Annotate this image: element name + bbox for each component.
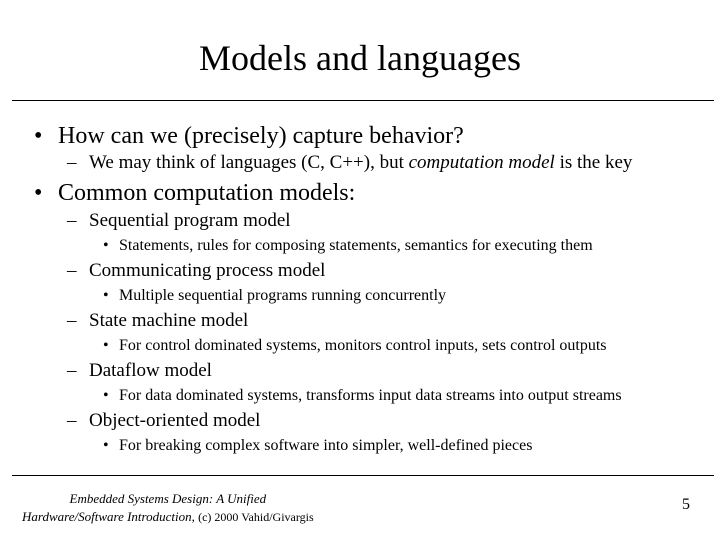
bullet-text: Common computation models: — [58, 180, 356, 206]
footer-book-line2 — [22, 508, 314, 526]
bullet-text: Object-oriented model — [89, 410, 261, 431]
detail-communicating — [103, 286, 446, 306]
dash-marker: – — [67, 210, 77, 231]
dash-marker: – — [67, 360, 77, 381]
bullet-text: Communicating process model — [89, 260, 326, 281]
detail-sequential — [103, 236, 593, 256]
dash-marker: – — [67, 152, 77, 173]
bullet-text-part2: is the key — [554, 152, 633, 173]
bullet-marker: • — [103, 337, 109, 354]
footer-book-subtitle: Hardware/Software Introduction, — [22, 509, 195, 524]
footer-citation — [22, 490, 314, 526]
bullet-marker: • — [34, 123, 43, 149]
sub-bullet-sequential — [67, 210, 291, 232]
bullet-text: Dataflow model — [89, 360, 212, 381]
footer-divider — [12, 475, 714, 476]
sub-bullet-object-oriented — [67, 410, 260, 432]
title-divider — [12, 100, 714, 101]
bullet-marker: • — [103, 287, 109, 304]
bullet-text: For breaking complex software into simpler, well-defined pieces — [119, 437, 533, 454]
sub-bullet-languages — [67, 152, 632, 174]
bullet-text: Statements, rules for composing statements, semantics for executing them — [119, 237, 593, 254]
bullet-text: Multiple sequential programs running concurrently — [119, 287, 447, 304]
bullet-marker: • — [103, 237, 109, 254]
detail-state-machine — [103, 336, 607, 356]
bullet-text: Sequential program model — [89, 210, 291, 231]
sub-bullet-communicating — [67, 260, 325, 282]
footer-copyright: (c) 2000 Vahid/Givargis — [198, 510, 314, 524]
bullet-text-emphasis: computation model — [408, 152, 555, 173]
sub-bullet-dataflow — [67, 360, 212, 382]
bullet-text: For control dominated systems, monitors control inputs, sets control outputs — [119, 337, 607, 354]
bullet-text-part1: We may think of languages (C, C++), but — [89, 152, 409, 173]
bullet-2 — [34, 179, 355, 207]
bullet-marker: • — [34, 180, 43, 206]
bullet-marker: • — [103, 437, 109, 454]
dash-marker: – — [67, 260, 77, 281]
sub-bullet-state-machine — [67, 310, 248, 332]
bullet-text: For data dominated systems, transforms input data streams into output streams — [119, 387, 622, 404]
detail-object-oriented — [103, 436, 532, 456]
bullet-1 — [34, 122, 464, 150]
page-number: 5 — [682, 496, 690, 513]
bullet-text: How can we (precisely) capture behavior? — [58, 123, 464, 149]
dash-marker: – — [67, 310, 77, 331]
slide-title: Models and languages — [199, 38, 521, 78]
bullet-text: State machine model — [89, 310, 249, 331]
footer-book-line1: Embedded Systems Design: A Unified — [69, 491, 267, 506]
bullet-marker: • — [103, 387, 109, 404]
detail-dataflow — [103, 386, 622, 406]
dash-marker: – — [67, 410, 77, 431]
